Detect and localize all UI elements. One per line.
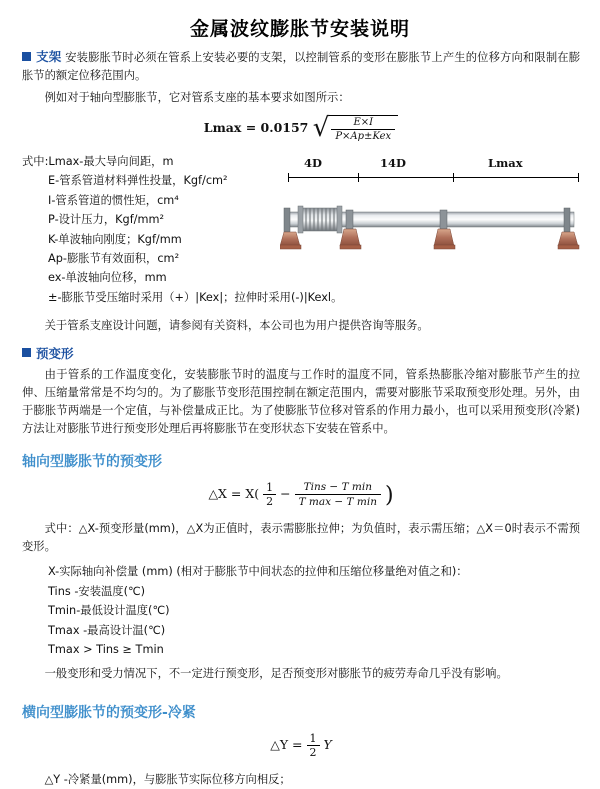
- definition-item: Tmin-最低设计温度(℃): [48, 604, 170, 618]
- temperature-fraction: [295, 481, 381, 508]
- half-fraction: [307, 732, 320, 759]
- bracket-para2: 例如对于轴向型膨胀节，它对管系支座的基本要求如图所示：: [44, 90, 350, 104]
- half-fraction: [263, 481, 276, 508]
- half-denominator: 2: [309, 745, 317, 759]
- expansion-joint-diagram: [280, 184, 580, 266]
- lateral-formula-note: △Y -冷紧量(mm)，与膨胀节实际位移方向相反；: [44, 772, 291, 786]
- axial-formula-rhs: ): [384, 482, 394, 508]
- axial-predeform-heading: 轴向型膨胀节的预变形: [22, 453, 162, 470]
- lateral-predeform-formula: [22, 732, 580, 759]
- predeform-heading: [22, 344, 580, 362]
- legend-item: Ap-膨胀节有效面积，cm²: [48, 252, 180, 265]
- half-denominator: 2: [266, 494, 274, 508]
- legend-item: ±-膨胀节受压缩时采用（+）|Kex|；拉伸时采用(-)|Kexl。: [48, 290, 343, 304]
- definition-item: Tmax > Tins ≥ Tmin: [48, 643, 164, 657]
- bracket-para1: 安装膨胀节时必须在管系上安装必要的支架，以控制管系的变形在膨胀节上产生的位移方向和限制在膨胀节的额定位移范围内。: [22, 51, 580, 83]
- page-title: 金属波纹膨胀节安装说明: [189, 18, 410, 40]
- lateral-formula-lhs: △Y =: [270, 736, 303, 752]
- lmax-formula: [22, 112, 580, 143]
- legend-item: 式中:Lmax-最大导向间距，m: [22, 154, 174, 168]
- radicand-numerator: E×I: [331, 117, 395, 130]
- definition-item: X-实际轴向补偿量 (mm) (相对于膨胀节中间状态的拉伸和压缩位移量绝对值之和)：: [48, 565, 468, 579]
- figure-dimension-lines: [288, 173, 578, 181]
- axial-formula-note: 式中：△X-预变形量(mm)，△X为正值时，表示需膨胀拉伸；为负值时，表示需压缩；△X＝0时表示不需预变形。: [22, 521, 580, 554]
- half-numerator: 1: [307, 732, 320, 746]
- axial-predeform-formula: [22, 481, 580, 508]
- axial-formula-minus: −: [280, 485, 291, 501]
- document-body: [0, 47, 600, 789]
- lateral-predeform-heading: 横向型膨胀节的预变形-冷紧: [22, 704, 196, 721]
- bracket-closing: 关于管系支座设计问题，请参阅有关资料，本公司也为用户提供咨询等服务。: [44, 319, 429, 333]
- lateral-formula-rhs: Y: [323, 736, 332, 752]
- figure-label-4d: 4D: [304, 155, 322, 170]
- legend-item: K-单波轴向刚度；Kgf/mm: [48, 232, 182, 246]
- figure-label-14d: 14D: [380, 155, 406, 170]
- sqrt-group: [312, 112, 398, 143]
- bullet-square-icon: [22, 348, 31, 357]
- lmax-formula-lhs: Lmax = 0.0157: [203, 119, 309, 135]
- legend-item: ex-单波轴向位移，mm: [48, 271, 167, 285]
- axial-closing: 一般变形和受力情况下，不一定进行预变形，足否预变形对膨胀节的疲劳寿命几乎没有影响。: [44, 667, 508, 681]
- axial-definition-list: [22, 562, 580, 659]
- pipe-figure: [280, 156, 580, 268]
- figure-label-lmax: Lmax: [488, 155, 523, 170]
- legend-item: E-管系管道材料弹性投量，Kgf/cm²: [48, 174, 228, 188]
- axial-formula-lhs: △X = X(: [208, 485, 260, 501]
- radicand-denominator: P×Ap±Kex: [335, 130, 392, 142]
- predeform-para1: 由于管系的工作温度变化，安装膨胀节时的温度与工作时的温度不同，管系热膨胀冷缩对膨胀节产生的拉伸、压缩量常常是不均匀的。为了膨胀节变形范围控制在额定范围内，需要对膨胀节采取预变形处理。另外，由于膨胀节两端是一个定值，与补偿量成正比。为了使膨胀节位移对管系的作用力最小，也可以采用预变形(冷紧)方法让对膨胀节进行预变形处理后再将膨胀节在变形状态下安装在管系中。: [22, 367, 580, 436]
- bracket-section-lead: [22, 47, 580, 86]
- definition-item: Tmax -最高设计温(℃): [48, 623, 166, 637]
- predeform-heading-label: 预变形: [36, 345, 74, 361]
- radical-icon: √: [312, 112, 330, 143]
- half-numerator: 1: [263, 481, 276, 495]
- definition-item: Tins -安装温度(℃): [48, 584, 146, 598]
- legend-item: P-设计压力，Kgf/mm²: [48, 213, 165, 227]
- legend-item: I-管系管道的惯性矩，cm⁴: [48, 193, 179, 207]
- figure-dimension-labels: [280, 156, 580, 172]
- temp-denominator: T max − T min: [298, 495, 377, 508]
- document-page: [0, 14, 600, 786]
- bracket-heading: 支架: [36, 49, 62, 64]
- bellows: [298, 206, 342, 233]
- temp-numerator: Tins − T min: [295, 481, 381, 495]
- bullet-square-icon: [22, 52, 31, 61]
